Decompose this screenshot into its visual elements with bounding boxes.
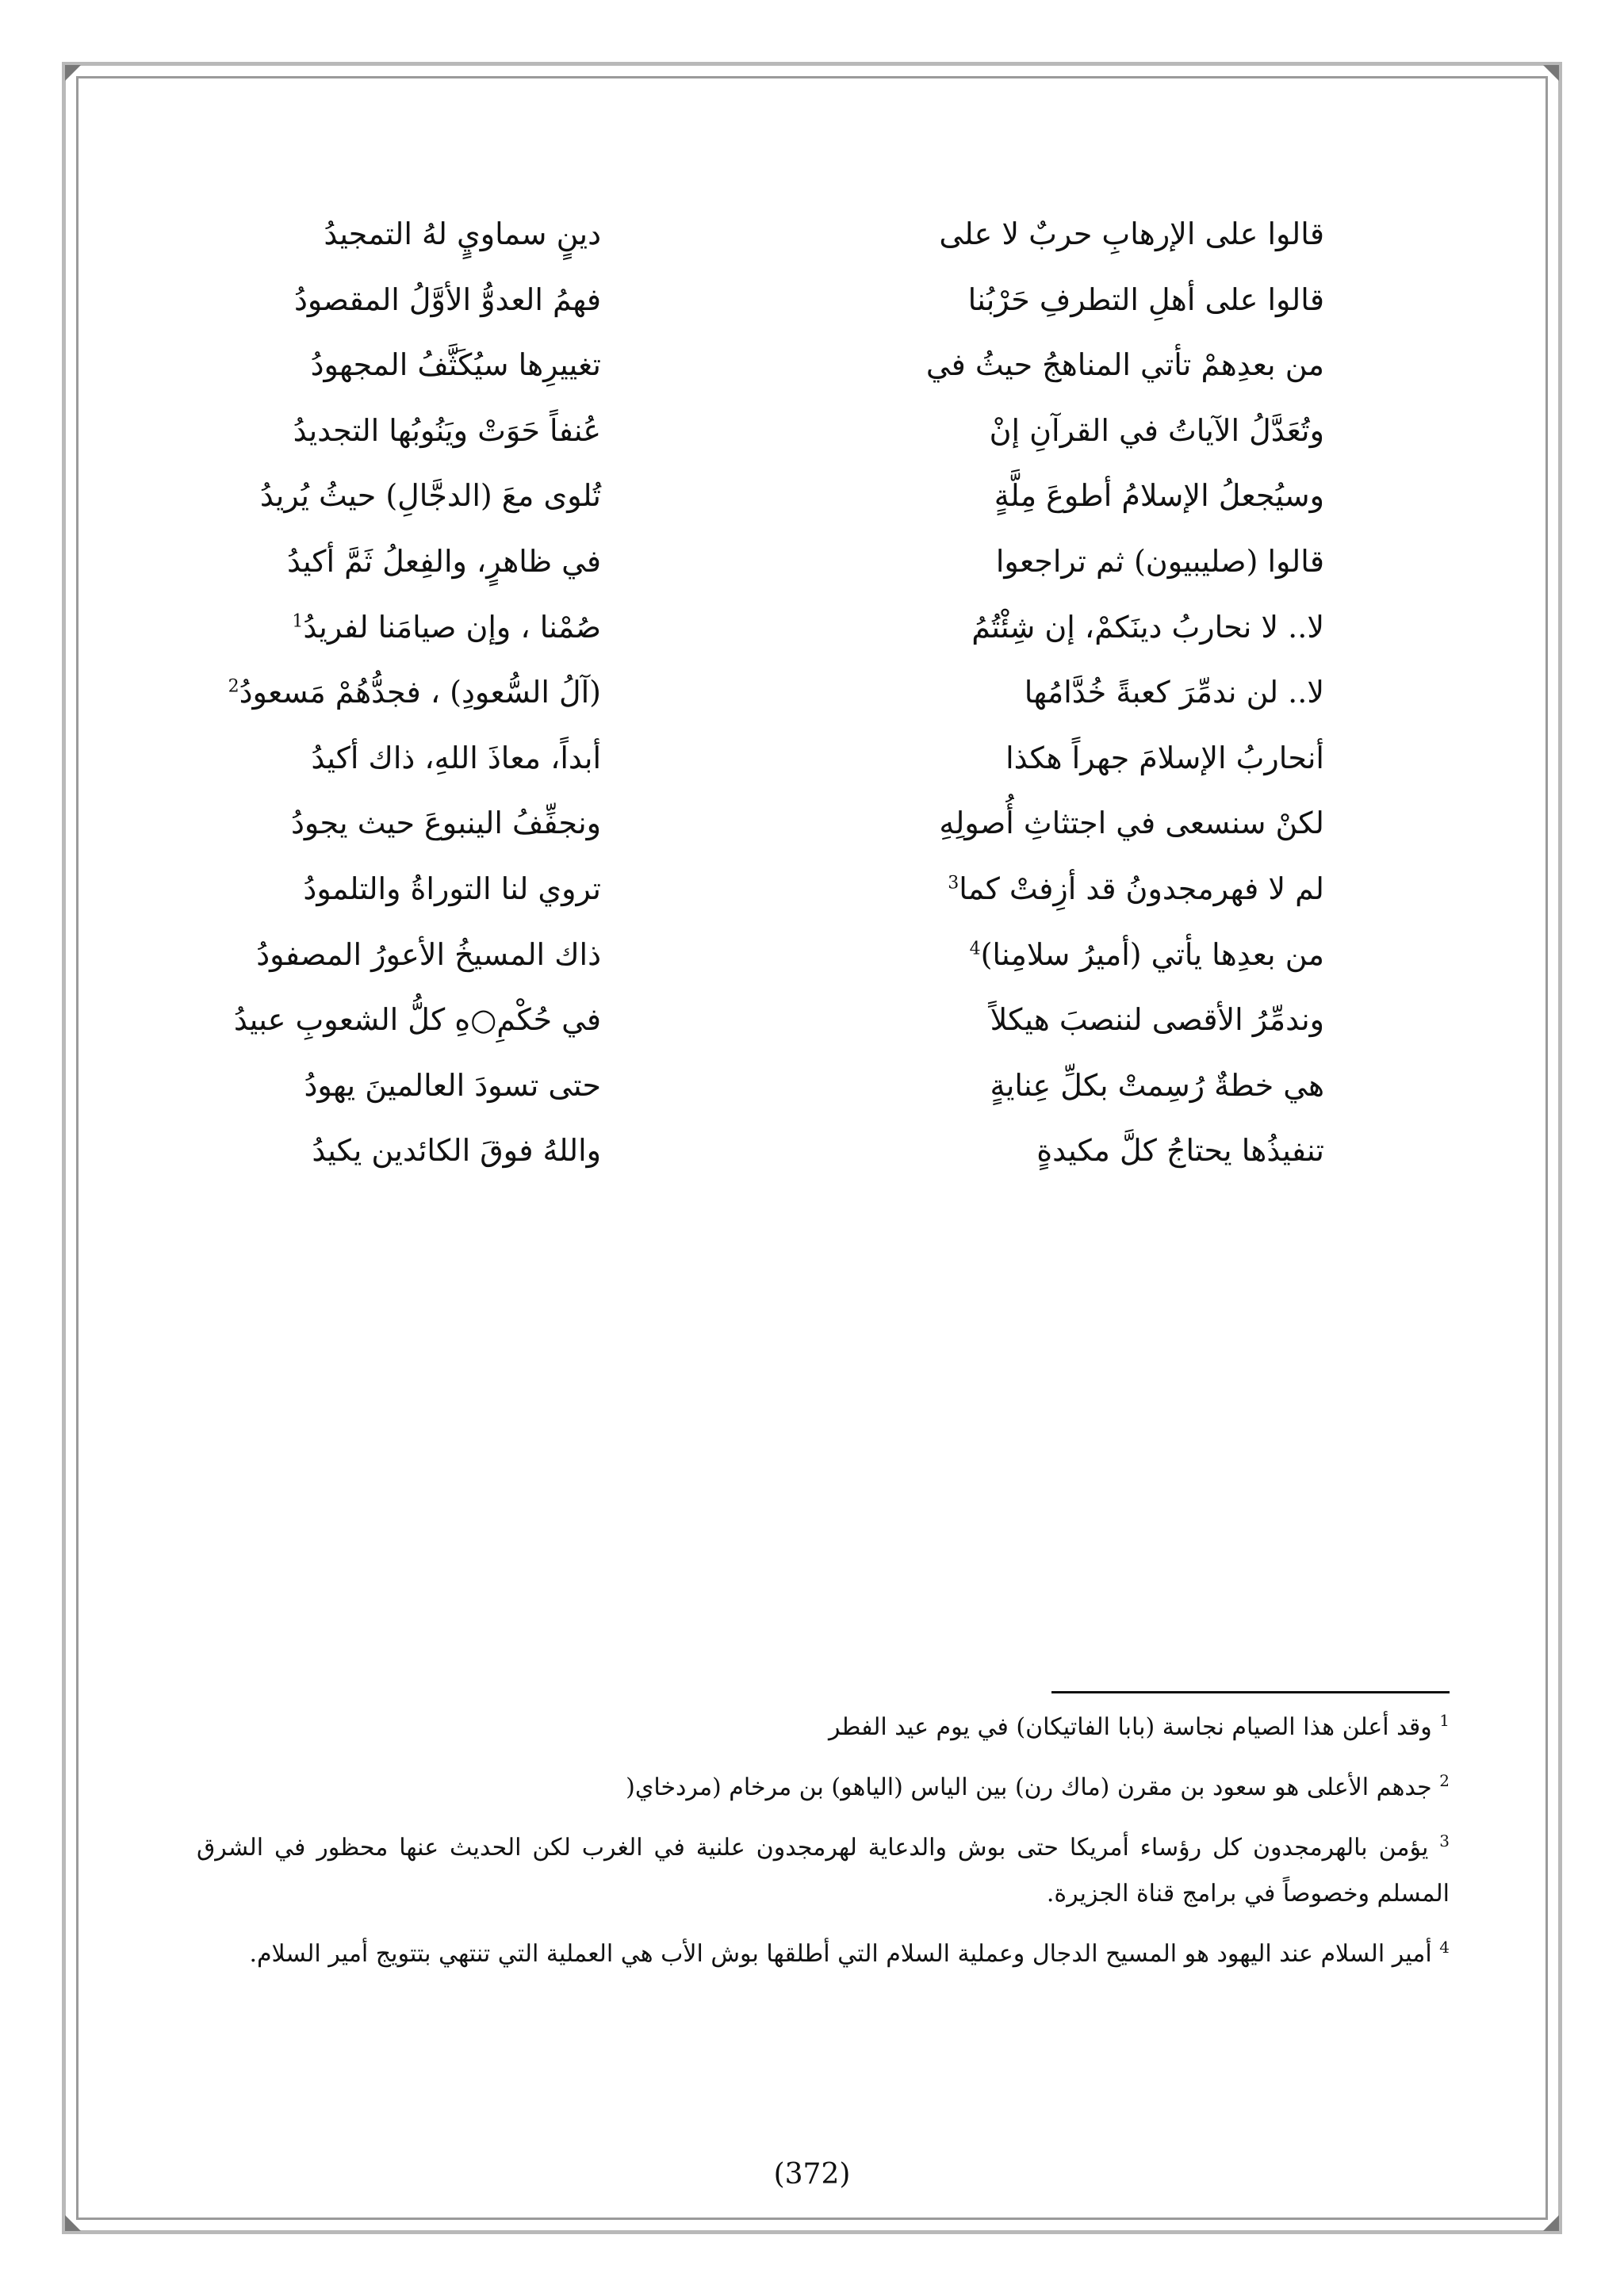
- corner-ornament-top-left: [65, 65, 81, 81]
- hemistich-text: وسيُجعلُ الإسلامُ أطوعَ مِلَّةٍ: [994, 478, 1324, 513]
- verse: [0, 734, 1624, 798]
- verse-first-hemistich: [990, 1062, 1324, 1109]
- verse: [0, 472, 1624, 535]
- hemistich-text: قالوا على أهلِ التطرفِ حَرْبُنا: [967, 282, 1324, 317]
- verse-second-hemistich: [303, 865, 601, 913]
- verse-second-hemistich: [228, 668, 601, 716]
- verse-second-hemistich: [292, 603, 601, 651]
- hemistich-text: واللهُ فوقَ الكائدين يكيدُ: [312, 1133, 601, 1168]
- verse-second-hemistich: [234, 996, 601, 1043]
- hemistich-text: لا.. لن ندمِّرَ كعبةً خُدَّامُها: [1024, 675, 1324, 710]
- verse: [0, 996, 1624, 1059]
- footnote-number: 1: [1439, 1711, 1450, 1730]
- hemistich-text: فهمُ العدوُّ الأوَّلُ المقصودُ: [294, 282, 601, 317]
- hemistich-text: من بعدِها يأتي (أميرُ سلامِنا): [980, 937, 1324, 972]
- verse: [0, 799, 1624, 863]
- verse: [0, 865, 1624, 928]
- verse-second-hemistich: [324, 210, 601, 258]
- footnote: [197, 1931, 1450, 1977]
- verse-first-hemistich: [971, 603, 1324, 651]
- verse-first-hemistich: [948, 865, 1324, 913]
- verse: [0, 931, 1624, 994]
- hemistich-text: تُلوى معَ (الدجَّالِ) حيثُ يُريدُ: [259, 478, 601, 513]
- hemistich-text: وندمِّرُ الأقصى لننصبَ هيكلاً: [990, 1002, 1324, 1037]
- hemistich-text: ونجفِّفُ الينبوعَ حيث يجودُ: [290, 806, 601, 840]
- hemistich-text: وتُعَدَّلُ الآياتُ في القرآنِ إنْ: [989, 413, 1324, 448]
- verse-second-hemistich: [304, 1062, 601, 1109]
- verse-first-hemistich: [970, 931, 1324, 978]
- hemistich-text: من بعدِهمْ تأتي المناهجُ حيثُ في: [925, 347, 1324, 382]
- verse-first-hemistich: [939, 210, 1324, 258]
- verse-first-hemistich: [990, 407, 1324, 454]
- hemistich-text: في حُكْمِ○هِ كلُّ الشعوبِ عبيدُ: [233, 1002, 601, 1037]
- hemistich-text: أبداً، معاذَ اللهِ، ذاك أكيدُ: [311, 740, 601, 775]
- verse: [0, 341, 1624, 404]
- verse: [0, 1127, 1624, 1190]
- footnote-ref: 3: [948, 873, 959, 894]
- verse: [0, 276, 1624, 339]
- footnote-text: يؤمن بالهرمجدون كل رؤساء أمريكا حتى بوش والدعاية لهرمجدون علنية في الغرب لكن الحديث عنها محظور في الشرق المسلم وخصوصاً في برامج قناة الجزيرة.: [197, 1834, 1450, 1908]
- hemistich-text: تغييرِها سيُكَثَّفُ المجهودُ: [310, 347, 601, 382]
- footnote: [197, 1705, 1450, 1751]
- footnote-text: جدهم الأعلى هو سعود بن مقرن (ماك رن) بين الياس (الياهو) بن مرخام (مردخاي(: [626, 1774, 1432, 1801]
- corner-ornament-bottom-right: [1543, 2215, 1559, 2231]
- verse-first-hemistich: [996, 538, 1324, 585]
- verse-first-hemistich: [1025, 668, 1324, 716]
- verse-first-hemistich: [1005, 734, 1324, 782]
- verse-second-hemistich: [311, 734, 601, 782]
- verse: [0, 210, 1624, 274]
- verse-first-hemistich: [939, 799, 1324, 847]
- verse-first-hemistich: [990, 996, 1324, 1043]
- verse-second-hemistich: [291, 799, 601, 847]
- corner-ornament-top-right: [1543, 65, 1559, 81]
- hemistich-text: تروي لنا التوراةُ والتلمودُ: [303, 871, 601, 906]
- hemistich-text: حتى تسودَ العالمينَ يهودُ: [304, 1068, 601, 1103]
- footnote-number: 4: [1439, 1938, 1450, 1957]
- corner-ornament-bottom-left: [65, 2215, 81, 2231]
- verse-second-hemistich: [293, 407, 601, 454]
- hemistich-text: صُمْنا ، وإن صيامَنا لفريدُ: [303, 610, 601, 645]
- footnotes: [197, 1705, 1450, 1992]
- hemistich-text: عُنفاً حَوَتْ ويَنُوبُها التجديدُ: [293, 413, 601, 448]
- verse: [0, 668, 1624, 732]
- hemistich-text: أنحاربُ الإسلامَ جهراً هكذا: [1005, 740, 1324, 775]
- hemistich-text: قالوا على الإرهابِ حربٌ لا على: [939, 216, 1324, 251]
- hemistich-text: لم لا فهرمجدونُ قد أزِفتْ كما: [959, 871, 1324, 906]
- verse: [0, 407, 1624, 470]
- footnote-ref: 4: [969, 939, 981, 959]
- verse-first-hemistich: [994, 472, 1324, 519]
- verse-second-hemistich: [294, 276, 601, 323]
- hemistich-text: لا.. لا نحاربُ دينَكمْ، إن شِئْتُمُ: [971, 610, 1324, 645]
- verse-second-hemistich: [311, 341, 601, 388]
- verse-second-hemistich: [260, 472, 601, 519]
- verse-first-hemistich: [926, 341, 1324, 388]
- footnote-text: أمير السلام عند اليهود هو المسيح الدجال وعملية السلام التي أطلقها بوش الأب هي العملية التي تنتهي بتتويج أمير السلام.: [249, 1940, 1432, 1968]
- hemistich-text: قالوا (صليبيون) ثم تراجعوا: [995, 544, 1324, 579]
- verse-second-hemistich: [256, 931, 601, 978]
- hemistich-text: ذاك المسيخُ الأعورُ المصفودُ: [256, 937, 601, 972]
- hemistich-text: (آلُ السُّعودِ) ، فجدُّهُمْ مَسعودُ: [239, 675, 601, 710]
- verse: [0, 538, 1624, 601]
- verse: [0, 1062, 1624, 1125]
- verse-first-hemistich: [968, 276, 1324, 323]
- hemistich-text: لكنْ سنسعى في اجتثاثِ أُصولِهِ: [939, 806, 1324, 840]
- verse-second-hemistich: [287, 538, 601, 585]
- footnote-separator: [1051, 1691, 1450, 1693]
- footnote: [197, 1765, 1450, 1811]
- hemistich-text: في ظاهرٍ، والفِعلُ ثَمَّ أكيدُ: [287, 544, 601, 579]
- verse-first-hemistich: [1036, 1127, 1324, 1174]
- hemistich-text: هي خطةٌ رُسِمتْ بكلِّ عِنايةٍ: [990, 1068, 1324, 1103]
- hemistich-text: تنفيذُها يحتاجُ كلَّ مكيدةٍ: [1036, 1133, 1324, 1168]
- footnote-ref: 2: [228, 676, 239, 697]
- footnote-number: 3: [1439, 1831, 1450, 1850]
- hemistich-text: دينٍ سماويٍ لهُ التمجيدُ: [324, 216, 601, 251]
- footnote-ref: 1: [292, 611, 304, 632]
- page-number: (372): [773, 2158, 851, 2191]
- footnote-number: 2: [1439, 1771, 1450, 1790]
- footnote-text: وقد أعلن هذا الصيام نجاسة (بابا الفاتيكان) في يوم عيد الفطر: [828, 1713, 1432, 1741]
- footnote: [197, 1825, 1450, 1917]
- verse: [0, 603, 1624, 667]
- verse-second-hemistich: [312, 1127, 601, 1174]
